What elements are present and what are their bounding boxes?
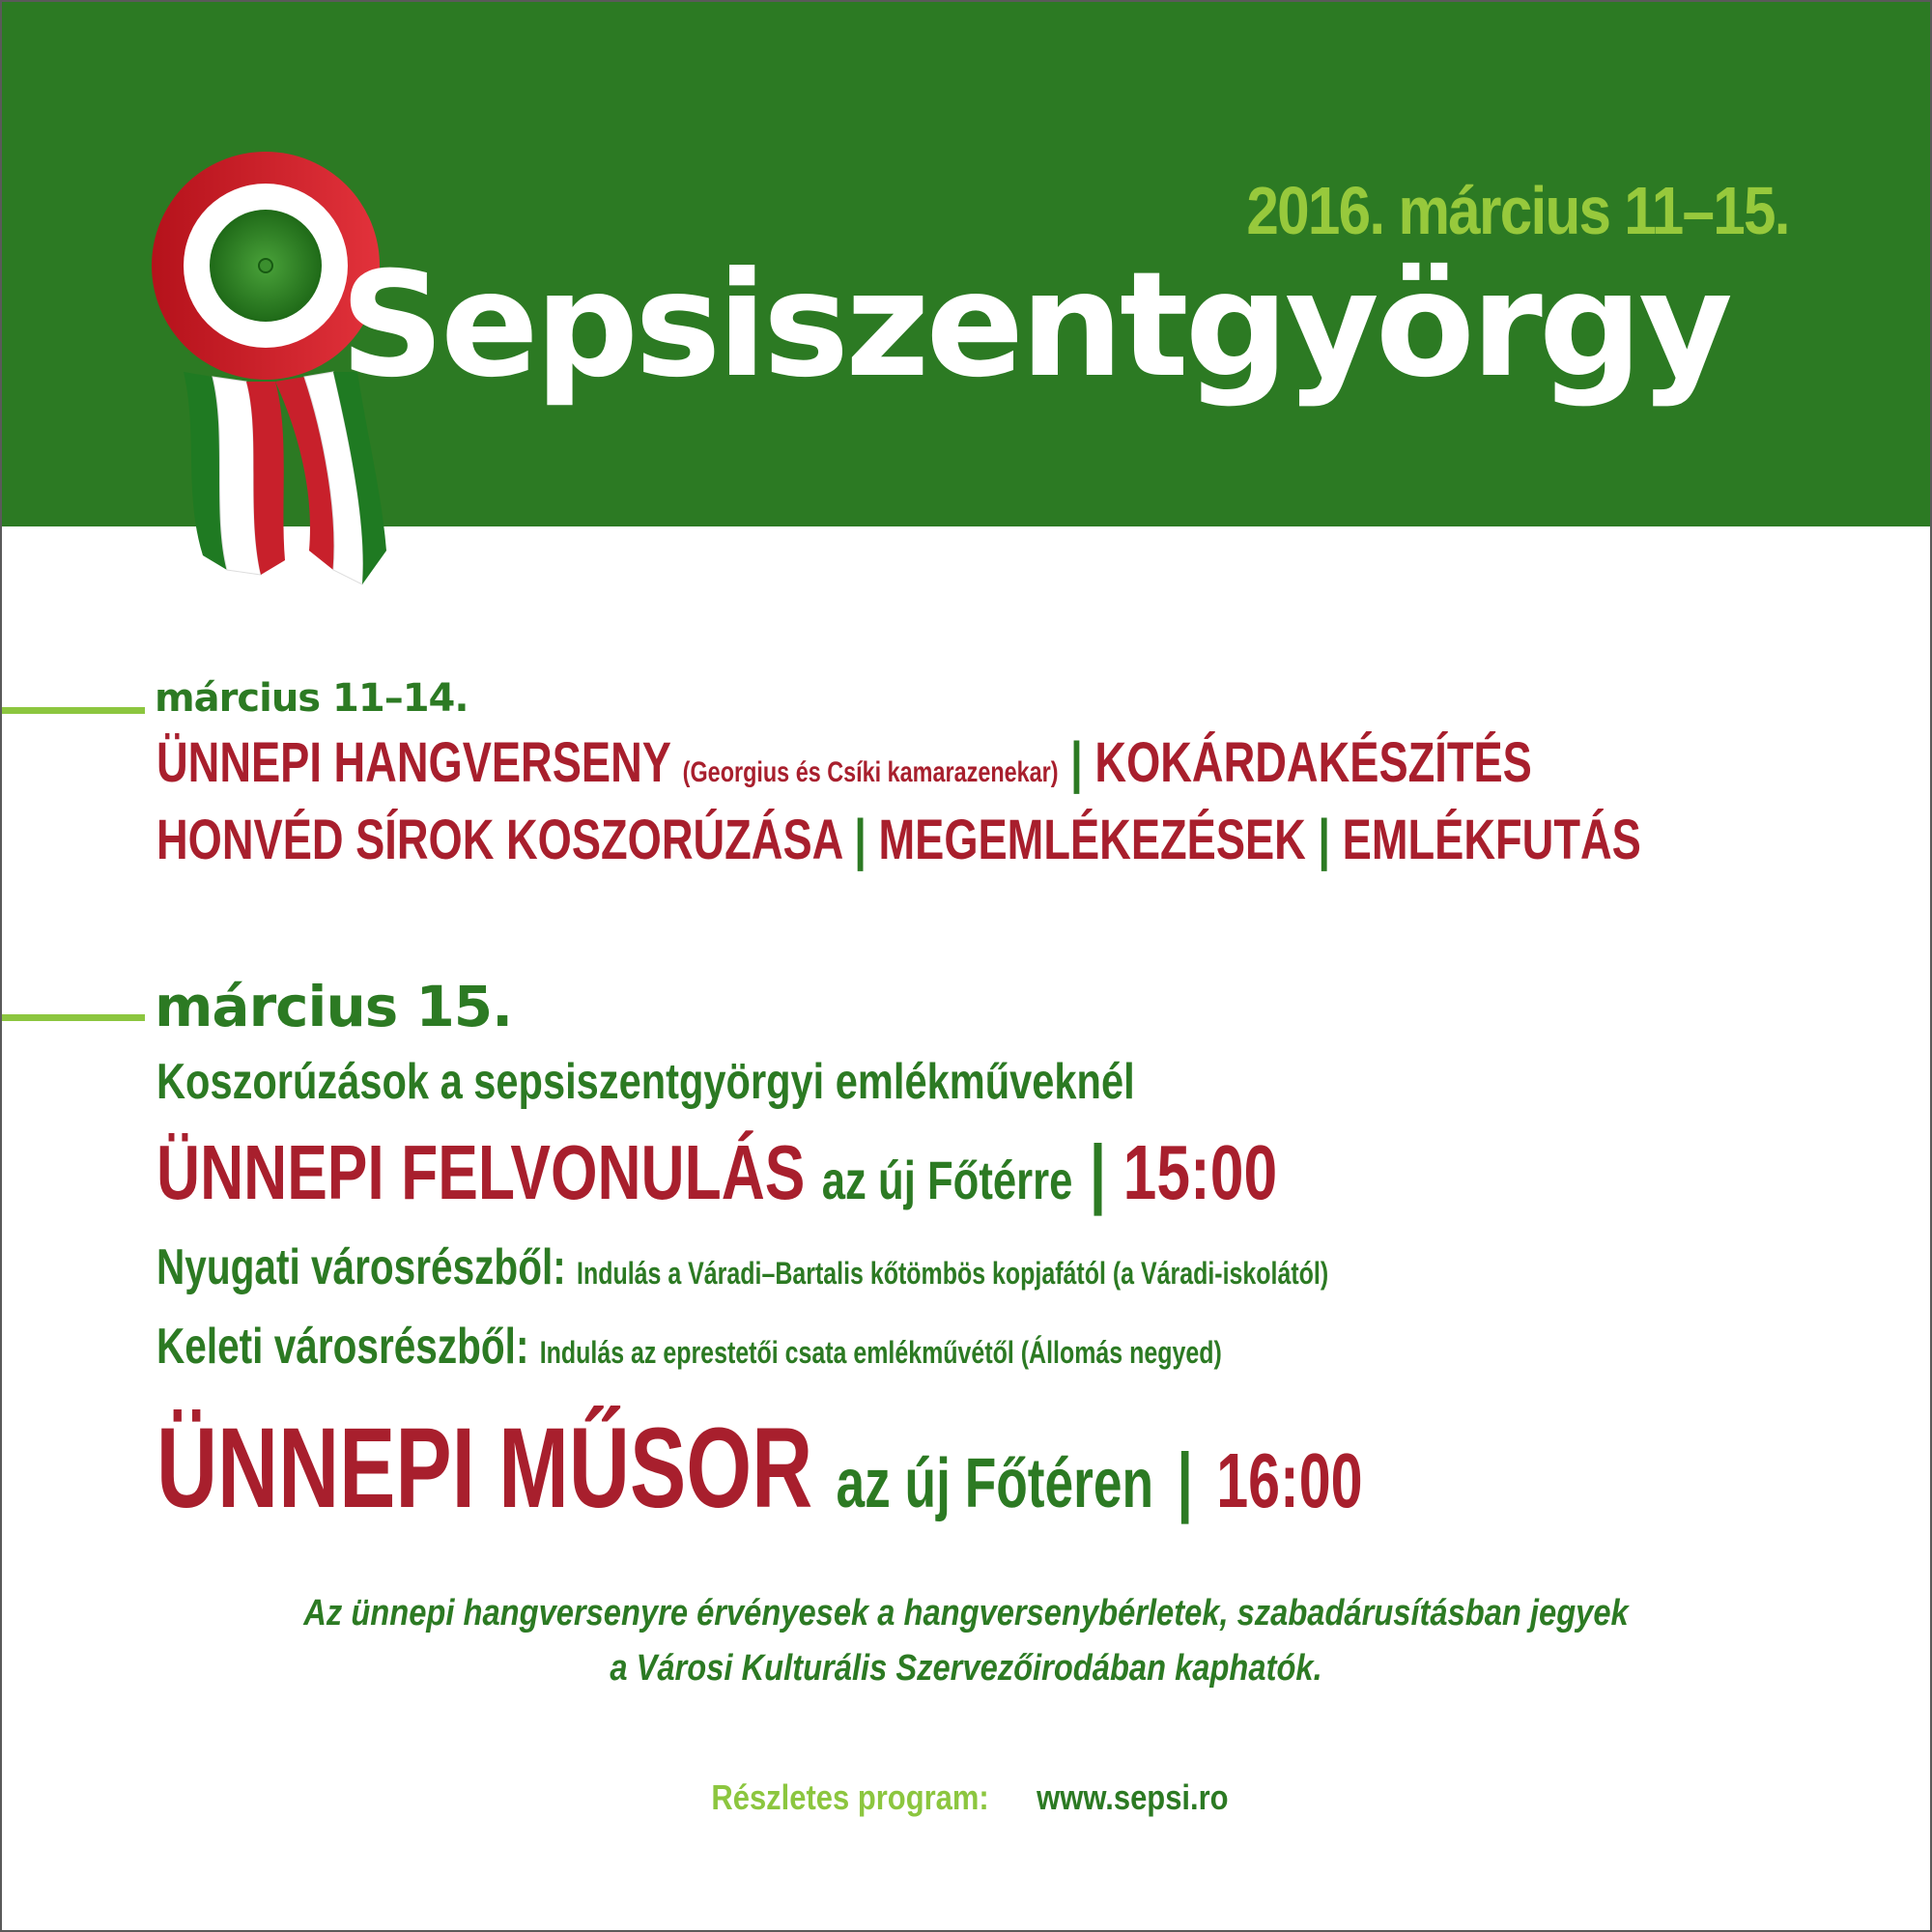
city-title: Sepsiszentgyörgy <box>340 242 1729 410</box>
concert-note: (Georgius és Csíki kamarazenekar) <box>682 756 1059 788</box>
memorial-run-label: EMLÉKFUTÁS <box>1342 809 1641 871</box>
separator: | <box>1177 1437 1193 1523</box>
ticket-note-line1: Az ünnepi hangversenyre érvényesek a hangversenybérletek, szabadárusításban jegyek <box>303 1593 1629 1634</box>
concert-label: ÜNNEPI HANGVERSENY <box>156 731 671 794</box>
footer-label: Részletes program: <box>710 1777 989 1817</box>
commemorations-label: MEGEMLÉKEZÉSEK <box>878 809 1306 871</box>
show-place: az új Főtéren <box>836 1445 1154 1522</box>
parade-place: az új Főtérre <box>821 1150 1073 1210</box>
wreath-line: Koszorúzások a sepsiszentgyörgyi emlékműveknél <box>156 1054 1135 1110</box>
separator: | <box>1089 1129 1107 1215</box>
west-label: Nyugati városrészből: <box>156 1239 566 1295</box>
show-title: ÜNNEPI MŰSOR <box>156 1405 813 1532</box>
show-time: 16:00 <box>1216 1437 1363 1523</box>
parade-title: ÜNNEPI FELVONULÁS <box>156 1129 806 1215</box>
east-detail: Indulás az eprestetői csata emlékművétől (Állomás negyed) <box>539 1335 1222 1370</box>
separator: | <box>1318 809 1331 871</box>
section1-date: március 11–14. <box>155 676 469 721</box>
footer-url[interactable]: www.sepsi.ro <box>1036 1777 1229 1817</box>
west-detail: Indulás a Váradi–Bartalis kőtömbös kopjafától (a Váradi-iskolától) <box>577 1256 1329 1291</box>
ticket-note-line2: a Városi Kulturális Szervezőirodában kaphatók. <box>610 1648 1322 1689</box>
section2-date: március 15. <box>155 974 513 1039</box>
event-date: 2016. március 11–15. <box>1246 173 1789 248</box>
cockade-making-label: KOKÁRDAKÉSZÍTÉS <box>1094 731 1532 794</box>
parade-time: 15:00 <box>1122 1129 1278 1215</box>
wreath-laying-label: HONVÉD SÍROK KOSZORÚZÁSA <box>156 809 842 871</box>
separator: | <box>1070 731 1083 794</box>
east-label: Keleti városrészből: <box>156 1319 529 1375</box>
separator: | <box>854 809 867 871</box>
